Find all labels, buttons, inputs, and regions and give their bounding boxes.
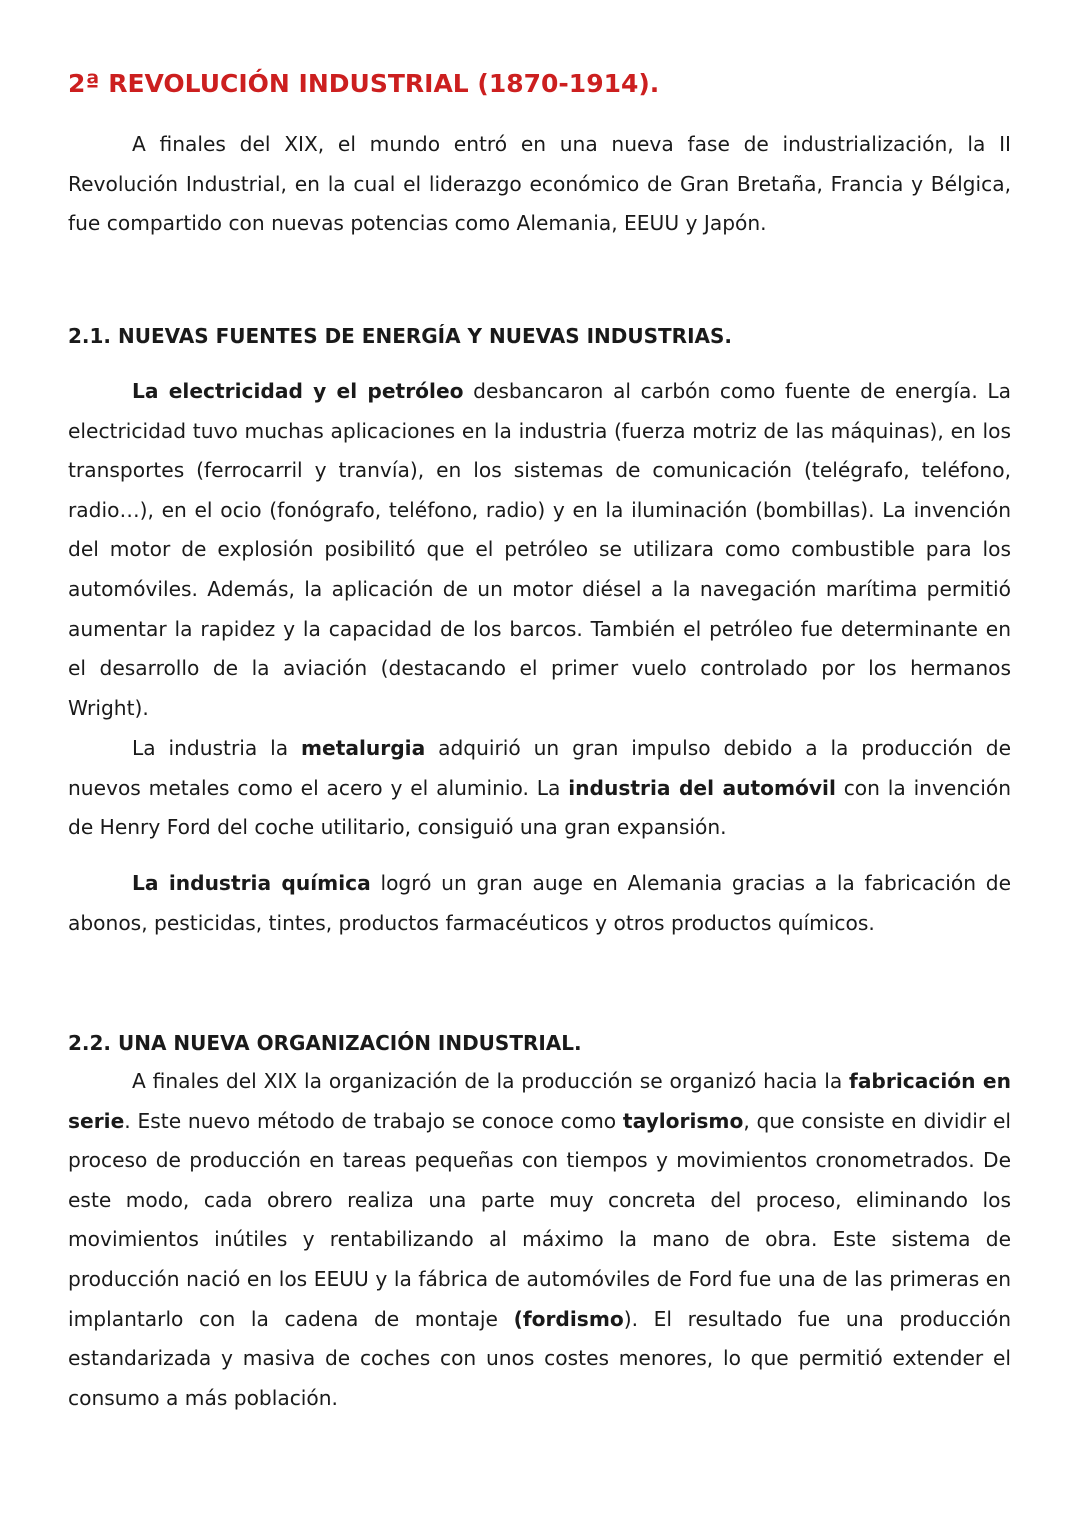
- bold-term: La industria química: [132, 871, 371, 895]
- metallurgy-paragraph: [68, 729, 1011, 848]
- paragraph-text: ). El resultado fue una producción estandarizada y masiva de coches con unos costes menores, lo que permitió extender el consumo a más población.: [68, 1306, 1011, 1410]
- section-heading-energy: 2.1. NUEVAS FUENTES DE ENERGÍA Y NUEVAS INDUSTRIAS.: [68, 324, 733, 348]
- bold-term: metalurgia: [300, 736, 426, 760]
- paragraph-text: La industria la: [132, 736, 301, 760]
- organization-paragraph: [68, 1062, 1011, 1418]
- bold-term: fabricación en serie: [68, 1069, 1011, 1133]
- paragraph-text: adquirió un gran impulso debido a la producción de nuevos metales como el acero y el aluminio. La: [68, 736, 1012, 800]
- page-title: 2ª REVOLUCIÓN INDUSTRIAL (1870-1914).: [68, 69, 660, 98]
- section-heading-organization: 2.2. UNA NUEVA ORGANIZACIÓN INDUSTRIAL.: [68, 1031, 582, 1055]
- bold-term: taylorismo: [622, 1108, 744, 1133]
- intro-paragraph: A finales del XIX, el mundo entró en una nueva fase de industrialización, la II Revolución Industrial, en la cual el liderazgo económico de Gran Bretaña, Francia y Bélgica, fue compartido con nuevas potencias como Alemania, EEUU y Japón.: [68, 132, 1011, 236]
- paragraph-text: A finales del XIX la organización de la producción se organizó hacia la: [132, 1069, 850, 1093]
- paragraph-text: con la invención de Henry Ford del coche utilitario, consiguió una gran expansión.: [68, 775, 1011, 840]
- paragraph-text: logró un gran auge en Alemania gracias a la fabricación de abonos, pesticidas, tintes, productos farmacéuticos y otros productos químicos.: [68, 871, 1012, 935]
- bold-term: industria del automóvil: [568, 775, 836, 800]
- paragraph-text: desbancaron al carbón como fuente de energía. La electricidad tuvo muchas aplicaciones en la industria (fuerza motriz de las máquinas), en los transportes (ferrocarril y tranvía), en los sistemas de comunicación (telégrafo, teléfono, radio…), en el ocio (fonógrafo, teléfono, radio) y en la iluminación (bombillas). La invención del motor de explosión posibilitó que el petróleo se utilizara como combustible para los automóviles. Además, la aplicación de un motor diésel a la navegación marítima permitió aumentar la rapidez y la capacidad de los barcos. También el petróleo fue determinante en el desarrollo de la aviación (destacando el primer vuelo controlado por los hermanos Wright).: [68, 379, 1011, 720]
- bold-term: (fordismo: [513, 1306, 624, 1331]
- paragraph-text: . Este nuevo método de trabajo se conoce como: [124, 1108, 623, 1133]
- energy-paragraph: [68, 372, 1011, 728]
- chemistry-paragraph: [68, 864, 1011, 943]
- bold-term: La electricidad y el petróleo: [132, 379, 464, 403]
- paragraph-text: , que consiste en dividir el proceso de producción en tareas pequeñas con tiempos y movimientos cronometrados. De este modo, cada obrero realiza una parte muy concreta del proceso, eliminando los movimientos inútiles y rentabilizando al máximo la mano de obra. Este sistema de producción nació en los EEUU y la fábrica de automóviles de Ford fue una de las primeras en implantarlo con la cadena de montaje: [68, 1108, 1011, 1331]
